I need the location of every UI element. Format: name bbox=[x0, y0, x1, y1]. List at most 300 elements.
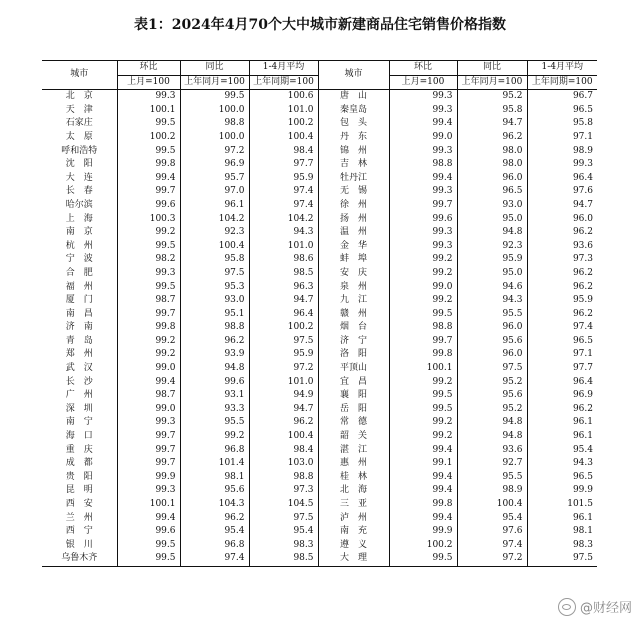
city-name-cell-right: 桂 林 bbox=[318, 471, 389, 485]
mom-value-cell-left: 99.5 bbox=[117, 117, 180, 131]
yoy-value-cell-left: 96.9 bbox=[180, 158, 249, 172]
table-title: 表1：2024年4月70个大中城市新建商品住宅销售价格指数 bbox=[134, 17, 506, 33]
avg-value-cell-left: 98.6 bbox=[249, 253, 318, 267]
mom-value-cell-left: 100.2 bbox=[117, 131, 180, 145]
city-name-cell-left: 南 京 bbox=[65, 227, 93, 238]
table-row bbox=[42, 158, 597, 172]
city-name-cell-left: 宁 波 bbox=[65, 254, 93, 265]
city-name-cell-left: 重 庆 bbox=[65, 444, 93, 455]
city-name-cell-left: 兰 州 bbox=[65, 512, 93, 523]
yoy-value-cell-left: 96.2 bbox=[180, 335, 249, 349]
mom-value-cell-right: 98.8 bbox=[389, 321, 457, 335]
col-header-yoy-left: 同比 bbox=[180, 61, 249, 76]
mom-value-cell-left: 100.1 bbox=[117, 498, 180, 512]
city-name-cell-right: 徐 州 bbox=[318, 199, 389, 213]
mom-value-cell-left: 99.0 bbox=[117, 403, 180, 417]
city-name-cell-left: 太 原 bbox=[65, 131, 93, 142]
table-row bbox=[42, 416, 597, 430]
city-name-cell-left: 长 春 bbox=[65, 186, 93, 197]
avg-value-cell-left: 96.2 bbox=[249, 416, 318, 430]
avg-value-cell-right: 96.2 bbox=[527, 226, 597, 240]
city-name-cell-left: 大 连 bbox=[65, 172, 93, 183]
yoy-value-cell-left: 93.1 bbox=[180, 389, 249, 403]
mom-value-cell-left: 99.6 bbox=[117, 525, 180, 539]
mom-value-cell-right: 99.6 bbox=[389, 213, 457, 227]
avg-value-cell-left: 104.5 bbox=[249, 498, 318, 512]
avg-value-cell-right: 97.1 bbox=[527, 348, 597, 362]
avg-value-cell-right: 97.4 bbox=[527, 321, 597, 335]
city-name-cell-right: 温 州 bbox=[318, 226, 389, 240]
yoy-value-cell-left: 97.0 bbox=[180, 185, 249, 199]
table-row bbox=[42, 213, 597, 227]
table-row bbox=[42, 226, 597, 240]
col-header-mom-right: 环比 bbox=[389, 61, 457, 76]
table-row bbox=[42, 457, 597, 471]
yoy-value-cell-left: 100.0 bbox=[180, 104, 249, 118]
yoy-value-cell-right: 95.6 bbox=[457, 335, 527, 349]
yoy-value-cell-left: 97.4 bbox=[180, 552, 249, 566]
city-name-cell-left: 西 安 bbox=[65, 499, 93, 509]
avg-value-cell-right: 99.9 bbox=[527, 484, 597, 498]
mom-value-cell-right: 99.2 bbox=[389, 294, 457, 308]
avg-value-cell-right: 97.6 bbox=[527, 185, 597, 199]
yoy-value-cell-left: 104.3 bbox=[180, 498, 249, 512]
mom-value-cell-left: 99.7 bbox=[117, 185, 180, 199]
mom-value-cell-left: 99.2 bbox=[117, 335, 180, 349]
avg-value-cell-right: 96.1 bbox=[527, 416, 597, 430]
avg-value-cell-right: 96.4 bbox=[527, 172, 597, 186]
mom-value-cell-left: 99.8 bbox=[117, 321, 180, 335]
mom-value-cell-right: 99.4 bbox=[389, 471, 457, 485]
avg-value-cell-right: 96.5 bbox=[527, 335, 597, 349]
avg-value-cell-left: 96.4 bbox=[249, 308, 318, 322]
avg-value-cell-right: 99.3 bbox=[527, 158, 597, 172]
avg-value-cell-left: 97.7 bbox=[249, 158, 318, 172]
avg-value-cell-right: 96.1 bbox=[527, 430, 597, 444]
city-name-cell-left: 贵 阳 bbox=[65, 471, 93, 482]
yoy-value-cell-right: 96.0 bbox=[457, 172, 527, 186]
yoy-value-cell-right: 100.4 bbox=[457, 498, 527, 512]
city-name-cell-right: 无 锡 bbox=[318, 185, 389, 199]
mom-value-cell-right: 99.5 bbox=[389, 389, 457, 403]
city-name-cell-left: 成 都 bbox=[65, 458, 93, 469]
base-header-yoy-right: 上年同月=100 bbox=[457, 75, 527, 90]
col-header-city-right: 城市 bbox=[318, 61, 389, 90]
table-row bbox=[42, 253, 597, 267]
yoy-value-cell-left: 95.7 bbox=[180, 172, 249, 186]
avg-value-cell-right: 97.1 bbox=[527, 131, 597, 145]
mom-value-cell-right: 99.5 bbox=[389, 403, 457, 417]
mom-value-cell-left: 99.7 bbox=[117, 444, 180, 458]
yoy-value-cell-right: 95.5 bbox=[457, 471, 527, 485]
avg-value-cell-right: 96.4 bbox=[527, 376, 597, 390]
yoy-value-cell-left: 95.3 bbox=[180, 281, 249, 295]
city-name-cell-right: 常 德 bbox=[318, 416, 389, 430]
city-name-cell-left: 沈 阳 bbox=[65, 159, 93, 170]
yoy-value-cell-right: 95.8 bbox=[457, 104, 527, 118]
avg-value-cell-left: 100.6 bbox=[249, 90, 318, 104]
avg-value-cell-left: 97.5 bbox=[249, 512, 318, 526]
mom-value-cell-right: 99.3 bbox=[389, 240, 457, 254]
city-name-cell-right: 北 海 bbox=[318, 484, 389, 498]
city-name-cell-left: 乌鲁木齐 bbox=[42, 552, 117, 566]
mom-value-cell-right: 100.1 bbox=[389, 362, 457, 376]
avg-value-cell-left: 101.0 bbox=[249, 240, 318, 254]
yoy-value-cell-right: 92.3 bbox=[457, 240, 527, 254]
table-row bbox=[42, 539, 597, 553]
yoy-value-cell-right: 95.2 bbox=[457, 376, 527, 390]
yoy-value-cell-left: 95.6 bbox=[180, 484, 249, 498]
avg-value-cell-left: 97.4 bbox=[249, 199, 318, 213]
city-name-cell-left: 南 昌 bbox=[65, 308, 93, 319]
city-name-cell-left: 青 岛 bbox=[65, 335, 93, 346]
yoy-value-cell-left: 96.1 bbox=[180, 199, 249, 213]
yoy-value-cell-right: 96.2 bbox=[457, 131, 527, 145]
table-row bbox=[42, 471, 597, 485]
yoy-value-cell-right: 95.9 bbox=[457, 253, 527, 267]
col-header-yoy-right: 同比 bbox=[457, 61, 527, 76]
yoy-value-cell-right: 95.6 bbox=[457, 389, 527, 403]
city-name-cell-right: 襄 阳 bbox=[318, 389, 389, 403]
table-row bbox=[42, 362, 597, 376]
mom-value-cell-right: 99.2 bbox=[389, 430, 457, 444]
table-row bbox=[42, 403, 597, 417]
table-row bbox=[42, 199, 597, 213]
mom-value-cell-right: 99.8 bbox=[389, 348, 457, 362]
avg-value-cell-left: 97.4 bbox=[249, 185, 318, 199]
yoy-value-cell-right: 95.2 bbox=[457, 90, 527, 104]
yoy-value-cell-right: 96.5 bbox=[457, 185, 527, 199]
mom-value-cell-left: 99.5 bbox=[117, 240, 180, 254]
yoy-value-cell-left: 95.4 bbox=[180, 525, 249, 539]
city-name-cell-left: 昆 明 bbox=[65, 485, 93, 496]
avg-value-cell-left: 96.3 bbox=[249, 281, 318, 295]
avg-value-cell-right: 98.1 bbox=[527, 525, 597, 539]
yoy-value-cell-left: 104.2 bbox=[180, 213, 249, 227]
mom-value-cell-left: 99.3 bbox=[117, 267, 180, 281]
avg-value-cell-right: 96.2 bbox=[527, 308, 597, 322]
yoy-value-cell-left: 99.6 bbox=[180, 376, 249, 390]
avg-value-cell-left: 97.2 bbox=[249, 362, 318, 376]
mom-value-cell-right: 99.8 bbox=[389, 498, 457, 512]
yoy-value-cell-left: 100.4 bbox=[180, 240, 249, 254]
yoy-value-cell-left: 98.1 bbox=[180, 471, 249, 485]
mom-value-cell-left: 99.5 bbox=[117, 539, 180, 553]
city-name-cell-right: 吉 林 bbox=[318, 158, 389, 172]
mom-value-cell-left: 100.1 bbox=[117, 104, 180, 118]
mom-value-cell-right: 99.2 bbox=[389, 416, 457, 430]
table-row bbox=[42, 512, 597, 526]
mom-value-cell-right: 99.7 bbox=[389, 335, 457, 349]
avg-value-cell-left: 97.3 bbox=[249, 484, 318, 498]
city-name-cell-right: 唐 山 bbox=[318, 90, 389, 104]
mom-value-cell-right: 99.4 bbox=[389, 484, 457, 498]
avg-value-cell-right: 97.5 bbox=[527, 552, 597, 566]
yoy-value-cell-left: 97.2 bbox=[180, 145, 249, 159]
mom-value-cell-right: 99.5 bbox=[389, 552, 457, 566]
yoy-value-cell-right: 94.7 bbox=[457, 117, 527, 131]
city-name-cell-right: 安 庆 bbox=[318, 267, 389, 281]
mom-value-cell-left: 99.2 bbox=[117, 226, 180, 240]
table-row bbox=[42, 308, 597, 322]
mom-value-cell-right: 98.8 bbox=[389, 158, 457, 172]
table-row bbox=[42, 376, 597, 390]
yoy-value-cell-right: 97.6 bbox=[457, 525, 527, 539]
city-name-cell-right: 洛 阳 bbox=[318, 348, 389, 362]
mom-value-cell-left: 99.0 bbox=[117, 362, 180, 376]
avg-value-cell-left: 94.3 bbox=[249, 226, 318, 240]
city-name-cell-right: 蚌 埠 bbox=[318, 253, 389, 267]
mom-value-cell-left: 99.9 bbox=[117, 471, 180, 485]
avg-value-cell-right: 96.7 bbox=[527, 90, 597, 104]
mom-value-cell-left: 98.2 bbox=[117, 253, 180, 267]
city-name-cell-right: 包 头 bbox=[318, 117, 389, 131]
avg-value-cell-left: 94.7 bbox=[249, 403, 318, 417]
mom-value-cell-right: 99.2 bbox=[389, 253, 457, 267]
avg-value-cell-left: 100.2 bbox=[249, 117, 318, 131]
table-row bbox=[42, 552, 597, 566]
city-name-cell-left: 天 津 bbox=[65, 104, 93, 115]
city-name-cell-left: 深 圳 bbox=[65, 403, 93, 414]
city-name-cell-left: 呼和浩特 bbox=[61, 145, 98, 156]
city-name-cell-left: 长 沙 bbox=[65, 376, 93, 387]
city-name-cell-right: 烟 台 bbox=[318, 321, 389, 335]
mom-value-cell-left: 98.7 bbox=[117, 294, 180, 308]
yoy-value-cell-left: 95.1 bbox=[180, 308, 249, 322]
city-name-cell-right: 秦皇岛 bbox=[318, 104, 389, 118]
city-name-cell-left: 上 海 bbox=[65, 213, 93, 224]
avg-value-cell-right: 96.5 bbox=[527, 104, 597, 118]
avg-value-cell-right: 98.3 bbox=[527, 539, 597, 553]
city-name-cell-right: 岳 阳 bbox=[318, 403, 389, 417]
mom-value-cell-right: 99.1 bbox=[389, 457, 457, 471]
avg-value-cell-right: 97.7 bbox=[527, 362, 597, 376]
city-name-cell-left: 银 川 bbox=[65, 539, 93, 550]
mom-value-cell-right: 99.3 bbox=[389, 185, 457, 199]
table-row bbox=[42, 104, 597, 118]
table-row bbox=[42, 267, 597, 281]
mom-value-cell-right: 99.4 bbox=[389, 117, 457, 131]
yoy-value-cell-right: 97.2 bbox=[457, 552, 527, 566]
yoy-value-cell-right: 94.8 bbox=[457, 226, 527, 240]
yoy-value-cell-right: 94.6 bbox=[457, 281, 527, 295]
table-row bbox=[42, 321, 597, 335]
table-row bbox=[42, 444, 597, 458]
mom-value-cell-right: 99.0 bbox=[389, 281, 457, 295]
city-name-cell-left: 哈尔滨 bbox=[65, 199, 93, 210]
table-row bbox=[42, 348, 597, 362]
city-name-cell-left: 武 汉 bbox=[65, 363, 93, 374]
avg-value-cell-right: 98.9 bbox=[527, 145, 597, 159]
avg-value-cell-right: 96.5 bbox=[527, 471, 597, 485]
avg-value-cell-left: 101.0 bbox=[249, 376, 318, 390]
yoy-value-cell-left: 93.3 bbox=[180, 403, 249, 417]
mom-value-cell-left: 99.7 bbox=[117, 430, 180, 444]
mom-value-cell-right: 99.3 bbox=[389, 104, 457, 118]
city-name-cell-left: 郑 州 bbox=[65, 349, 93, 360]
yoy-value-cell-left: 100.0 bbox=[180, 131, 249, 145]
yoy-value-cell-right: 93.6 bbox=[457, 444, 527, 458]
table-row bbox=[42, 484, 597, 498]
avg-value-cell-right: 93.6 bbox=[527, 240, 597, 254]
table-row bbox=[42, 335, 597, 349]
avg-value-cell-right: 96.1 bbox=[527, 512, 597, 526]
col-header-city-left: 城市 bbox=[42, 61, 117, 90]
yoy-value-cell-left: 95.5 bbox=[180, 416, 249, 430]
avg-value-cell-left: 95.4 bbox=[249, 525, 318, 539]
header-row-1 bbox=[42, 61, 597, 76]
mom-value-cell-left: 99.6 bbox=[117, 199, 180, 213]
city-name-cell-right: 九 江 bbox=[318, 294, 389, 308]
city-name-cell-left: 济 南 bbox=[65, 322, 93, 333]
mom-value-cell-left: 99.4 bbox=[117, 512, 180, 526]
col-header-mom-left: 环比 bbox=[117, 61, 180, 76]
city-name-cell-right: 丹 东 bbox=[318, 131, 389, 145]
yoy-value-cell-right: 96.0 bbox=[457, 321, 527, 335]
table-row bbox=[42, 430, 597, 444]
yoy-value-cell-left: 92.3 bbox=[180, 226, 249, 240]
yoy-value-cell-right: 97.4 bbox=[457, 539, 527, 553]
mom-value-cell-left: 99.3 bbox=[117, 90, 180, 104]
mom-value-cell-right: 99.0 bbox=[389, 131, 457, 145]
avg-value-cell-left: 98.5 bbox=[249, 267, 318, 281]
mom-value-cell-left: 99.4 bbox=[117, 376, 180, 390]
city-name-cell-right: 牡丹江 bbox=[318, 172, 389, 186]
yoy-value-cell-right: 92.7 bbox=[457, 457, 527, 471]
yoy-value-cell-right: 94.8 bbox=[457, 430, 527, 444]
avg-value-cell-right: 95.8 bbox=[527, 117, 597, 131]
table-row bbox=[42, 117, 597, 131]
yoy-value-cell-left: 96.8 bbox=[180, 539, 249, 553]
yoy-value-cell-left: 101.4 bbox=[180, 457, 249, 471]
mom-value-cell-right: 99.5 bbox=[389, 308, 457, 322]
city-name-cell-left: 石家庄 bbox=[65, 118, 93, 129]
avg-value-cell-left: 95.9 bbox=[249, 172, 318, 186]
watermark bbox=[558, 597, 632, 616]
mom-value-cell-left: 99.2 bbox=[117, 348, 180, 362]
city-name-cell-left: 杭 州 bbox=[65, 240, 93, 251]
yoy-value-cell-right: 98.0 bbox=[457, 158, 527, 172]
table-row bbox=[42, 389, 597, 403]
mom-value-cell-right: 99.3 bbox=[389, 145, 457, 159]
avg-value-cell-left: 94.9 bbox=[249, 389, 318, 403]
city-name-cell-right: 三 亚 bbox=[318, 498, 389, 512]
yoy-value-cell-right: 95.4 bbox=[457, 512, 527, 526]
price-index-table bbox=[42, 60, 597, 567]
city-name-cell-right: 泉 州 bbox=[318, 281, 389, 295]
yoy-value-cell-right: 95.0 bbox=[457, 267, 527, 281]
avg-value-cell-right: 95.9 bbox=[527, 294, 597, 308]
city-name-cell-right: 湛 江 bbox=[318, 444, 389, 458]
table-body bbox=[42, 90, 597, 567]
avg-value-cell-right: 96.2 bbox=[527, 267, 597, 281]
yoy-value-cell-right: 98.0 bbox=[457, 145, 527, 159]
yoy-value-cell-left: 98.8 bbox=[180, 321, 249, 335]
avg-value-cell-right: 96.9 bbox=[527, 389, 597, 403]
avg-value-cell-right: 101.5 bbox=[527, 498, 597, 512]
mom-value-cell-left: 99.5 bbox=[117, 145, 180, 159]
yoy-value-cell-left: 93.9 bbox=[180, 348, 249, 362]
yoy-value-cell-left: 93.0 bbox=[180, 294, 249, 308]
mom-value-cell-right: 99.2 bbox=[389, 267, 457, 281]
yoy-value-cell-right: 94.3 bbox=[457, 294, 527, 308]
table-row bbox=[42, 281, 597, 295]
city-name-cell-right: 大 理 bbox=[318, 552, 389, 566]
avg-value-cell-left: 103.0 bbox=[249, 457, 318, 471]
yoy-value-cell-right: 97.5 bbox=[457, 362, 527, 376]
avg-value-cell-right: 95.4 bbox=[527, 444, 597, 458]
yoy-value-cell-right: 95.2 bbox=[457, 403, 527, 417]
mom-value-cell-left: 100.3 bbox=[117, 213, 180, 227]
col-header-avg-left: 1-4月平均 bbox=[249, 61, 318, 76]
city-name-cell-right: 韶 关 bbox=[318, 430, 389, 444]
avg-value-cell-left: 98.8 bbox=[249, 471, 318, 485]
city-name-cell-left: 厦 门 bbox=[65, 295, 93, 306]
avg-value-cell-left: 104.2 bbox=[249, 213, 318, 227]
avg-value-cell-right: 96.2 bbox=[527, 403, 597, 417]
mom-value-cell-left: 99.5 bbox=[117, 552, 180, 566]
base-header-mom-right: 上月=100 bbox=[389, 75, 457, 90]
city-name-cell-left: 西 宁 bbox=[65, 526, 93, 537]
table-row bbox=[42, 525, 597, 539]
city-name-cell-right: 平顶山 bbox=[318, 362, 389, 376]
yoy-value-cell-right: 98.9 bbox=[457, 484, 527, 498]
mom-value-cell-left: 99.4 bbox=[117, 172, 180, 186]
mom-value-cell-right: 99.3 bbox=[389, 226, 457, 240]
mom-value-cell-right: 99.3 bbox=[389, 90, 457, 104]
avg-value-cell-left: 98.3 bbox=[249, 539, 318, 553]
table-row bbox=[42, 294, 597, 308]
city-name-cell-right: 金 华 bbox=[318, 240, 389, 254]
mom-value-cell-left: 99.7 bbox=[117, 308, 180, 322]
mom-value-cell-right: 99.4 bbox=[389, 512, 457, 526]
yoy-value-cell-right: 96.0 bbox=[457, 348, 527, 362]
yoy-value-cell-left: 96.2 bbox=[180, 512, 249, 526]
mom-value-cell-left: 99.5 bbox=[117, 281, 180, 295]
mom-value-cell-right: 99.9 bbox=[389, 525, 457, 539]
mom-value-cell-left: 99.3 bbox=[117, 416, 180, 430]
city-name-cell-right: 南 充 bbox=[318, 525, 389, 539]
avg-value-cell-left: 95.9 bbox=[249, 348, 318, 362]
yoy-value-cell-right: 94.8 bbox=[457, 416, 527, 430]
avg-value-cell-left: 98.4 bbox=[249, 444, 318, 458]
mom-value-cell-right: 100.2 bbox=[389, 539, 457, 553]
base-header-yoy-left: 上年同月=100 bbox=[180, 75, 249, 90]
yoy-value-cell-left: 95.8 bbox=[180, 253, 249, 267]
city-name-cell-left: 北 京 bbox=[65, 91, 93, 102]
base-header-mom-left: 上月=100 bbox=[117, 75, 180, 90]
table-row bbox=[42, 185, 597, 199]
mom-value-cell-left: 99.8 bbox=[117, 158, 180, 172]
yoy-value-cell-right: 95.5 bbox=[457, 308, 527, 322]
yoy-value-cell-left: 99.2 bbox=[180, 430, 249, 444]
col-header-avg-right: 1-4月平均 bbox=[527, 61, 597, 76]
avg-value-cell-right: 94.3 bbox=[527, 457, 597, 471]
city-name-cell-left: 海 口 bbox=[65, 431, 93, 442]
mom-value-cell-left: 99.3 bbox=[117, 484, 180, 498]
city-name-cell-right: 惠 州 bbox=[318, 457, 389, 471]
yoy-value-cell-left: 96.8 bbox=[180, 444, 249, 458]
yoy-value-cell-right: 95.0 bbox=[457, 213, 527, 227]
mom-value-cell-right: 99.7 bbox=[389, 199, 457, 213]
city-name-cell-left: 合 肥 bbox=[65, 267, 93, 278]
city-name-cell-left: 广 州 bbox=[65, 390, 93, 401]
table-row bbox=[42, 90, 597, 104]
avg-value-cell-left: 100.4 bbox=[249, 430, 318, 444]
city-name-cell-right: 扬 州 bbox=[318, 213, 389, 227]
weibo-icon bbox=[558, 598, 576, 616]
mom-value-cell-left: 98.7 bbox=[117, 389, 180, 403]
